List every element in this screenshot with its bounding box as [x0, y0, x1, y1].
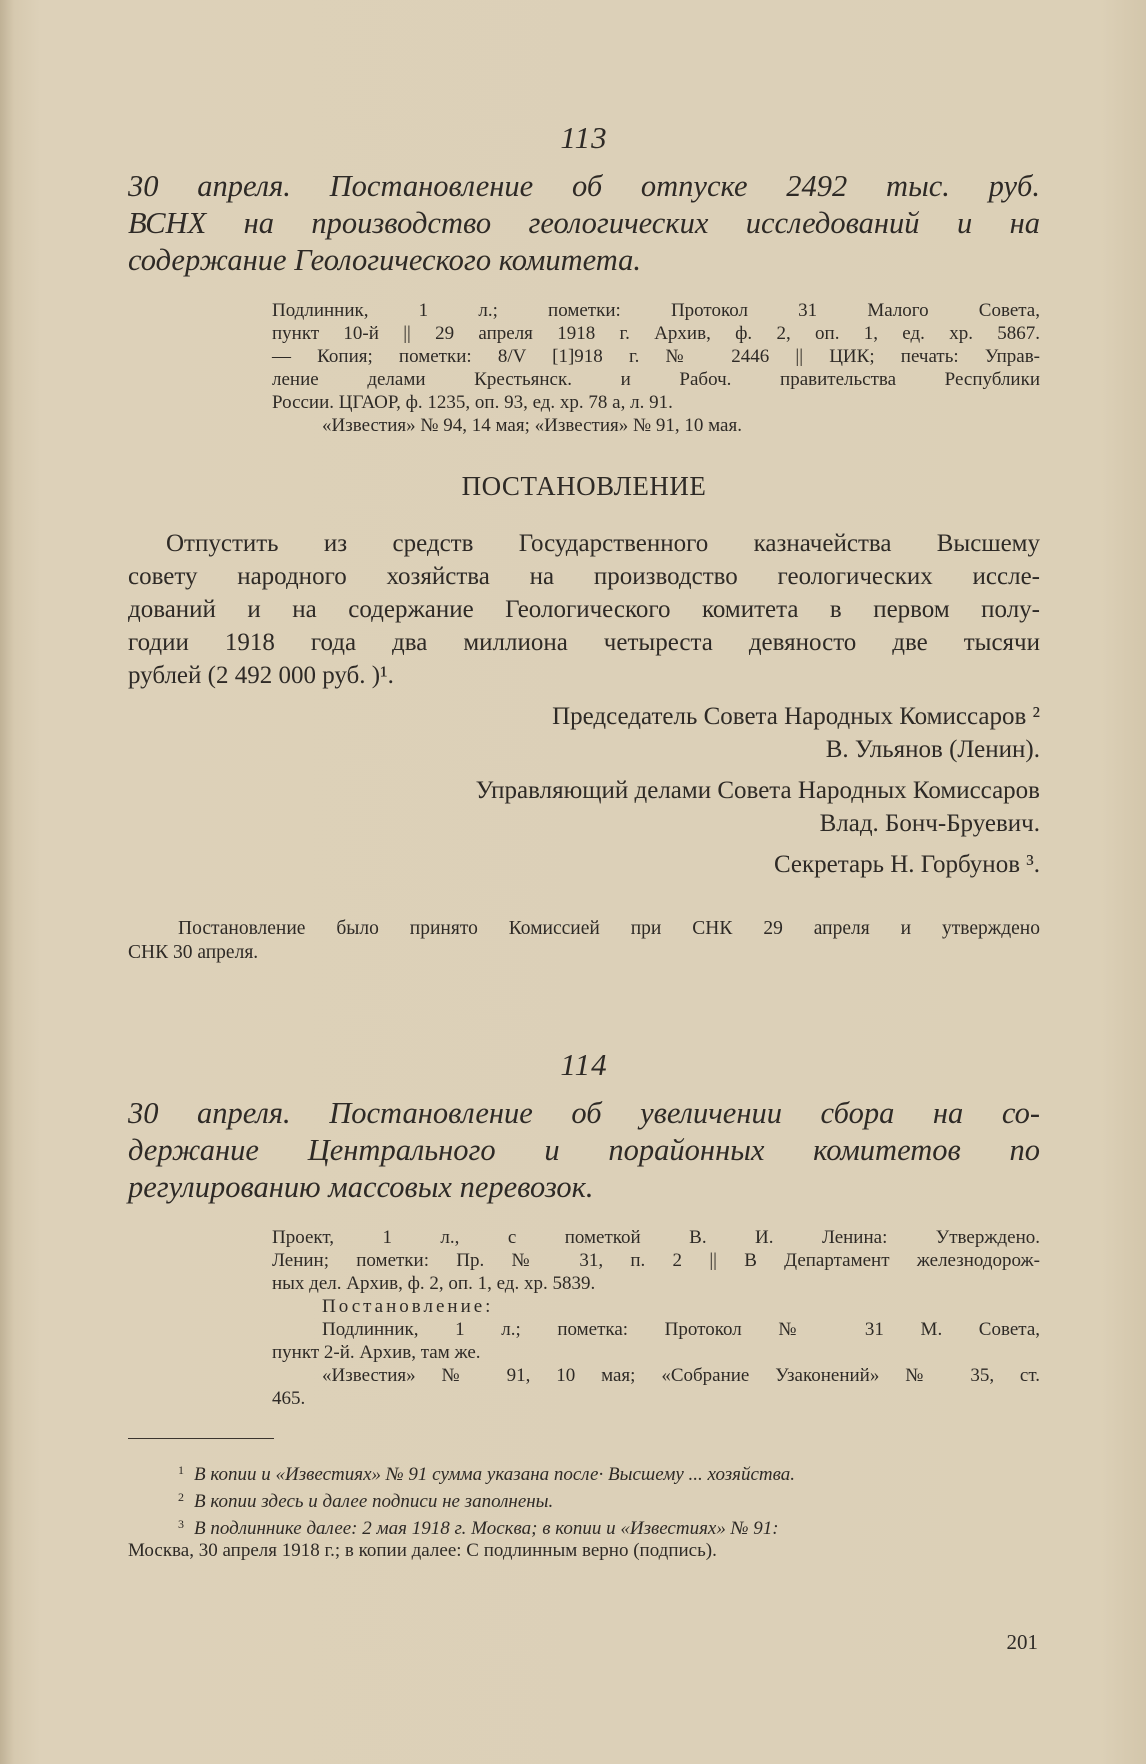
adoption-note: [128, 917, 1040, 965]
source-line: ных дел. Архив, ф. 2, оп. 1, ед. хр. 5839.: [272, 1273, 596, 1294]
signature-manager: [128, 774, 1040, 840]
footnotes: [128, 1459, 1040, 1562]
body-line: совету народного хозяйства на производство геологических иссле-: [128, 563, 1040, 590]
source-line: пункт 10-й || 29 апреля 1918 г. Архив, ф. 2, оп. 1, ед. хр. 5867.: [272, 323, 1040, 344]
doc-number-114: 114: [560, 1047, 608, 1082]
resolution-body: [128, 527, 1040, 692]
page-number: 201: [1006, 1630, 1038, 1654]
source-line: ление делами Крестьянск. и Рабоч. правительства Республики: [272, 369, 1040, 390]
body-line: Отпустить из средств Государственного казначейства Высшему: [166, 530, 1040, 557]
footnote-2: $^2$ В копии здесь и далее подписи не заполнены.: [178, 1490, 554, 1512]
source-line: — Копия; пометки: 8/V [1]918 г. № 2446 || ЦИК; печать: Управ-: [272, 346, 1040, 367]
signature-name: Влад. Бонч-Бруевич.: [819, 810, 1040, 837]
signature-title: Секретарь Н. Горбунов ³.: [773, 851, 1040, 878]
doc113-heading-line: 30 апреля. Постановление об отпуске 2492 тыс. руб.: [128, 169, 1040, 203]
body-line: дований и на содержание Геологического комитета в первом полу-: [128, 596, 1040, 623]
source-line: Ленин; пометки: Пр. № 31, п. 2 || В Департамент железнодорож-: [272, 1250, 1040, 1271]
note-line: Постановление было принято Комиссией при СНК 29 апреля и утверждено: [178, 918, 1040, 939]
body-line: рублей (2 492 000 руб. )¹.: [128, 662, 394, 689]
doc113-heading-line: содержание Геологического комитета.: [128, 243, 642, 277]
signature-title: Управляющий делами Совета Народных Комиссаров: [475, 777, 1040, 804]
resolution-title: ПОСТАНОВЛЕНИЕ: [461, 471, 707, 501]
doc114-heading-line: 30 апреля. Постановление об увеличении сбора на со-: [128, 1096, 1040, 1130]
signature-chairman: [128, 700, 1040, 766]
note-line: СНК 30 апреля.: [128, 942, 259, 963]
source-line: Постановление:: [322, 1296, 494, 1317]
signatures: [128, 700, 1040, 881]
signature-name: В. Ульянов (Ленин).: [825, 736, 1040, 763]
signature-secretary: [128, 848, 1040, 881]
doc114-heading-line: держание Центрального и порайонных комитетов по: [128, 1133, 1040, 1167]
source-line: «Известия» № 94, 14 мая; «Известия» № 91, 10 мая.: [322, 415, 742, 436]
signature-title: Председатель Совета Народных Комиссаров ²: [552, 703, 1040, 730]
footnote-divider: [128, 1438, 274, 1439]
doc114-source-note: [272, 1226, 1040, 1410]
footnote-3-continued: Москва, 30 апреля 1918 г.; в копии далее: С подлинным верно (подпись).: [128, 1540, 717, 1561]
doc114-heading: [128, 1095, 1040, 1206]
body-line: годии 1918 года два миллиона четыреста девяносто две тысячи: [128, 629, 1040, 656]
doc113-source-note: [272, 299, 1040, 437]
source-line: Подлинник, 1 л.; пометки: Протокол 31 Малого Совета,: [272, 300, 1040, 321]
source-line: 465.: [272, 1388, 306, 1409]
source-line: Проект, 1 л., с пометкой В. И. Ленина: Утверждено.: [272, 1227, 1040, 1248]
doc114-heading-line: регулированию массовых перевозок.: [128, 1170, 594, 1204]
footnote-3: $^3$ В подлиннике далее: 2 мая 1918 г. Москва; в копии и «Известиях» № 91:: [178, 1517, 779, 1539]
source-line: пункт 2-й. Архив, там же.: [272, 1342, 481, 1363]
text-column: [128, 120, 1040, 1562]
source-line: «Известия» № 91, 10 мая; «Собрание Узаконений» № 35, ст.: [322, 1365, 1040, 1386]
doc113-heading: [128, 168, 1040, 279]
footnote-1: $^1$ В копии и «Известиях» № 91 сумма указана после· Высшему ... хозяйства.: [178, 1463, 795, 1485]
doc-number-113: 113: [560, 120, 608, 155]
source-line: Подлинник, 1 л.; пометка: Протокол № 31 М. Совета,: [322, 1319, 1040, 1340]
source-line: России. ЦГАОР, ф. 1235, оп. 93, ед. хр. 78 а, л. 91.: [272, 392, 673, 413]
doc113-heading-line: ВСНХ на производство геологических исследований и на: [128, 206, 1040, 240]
